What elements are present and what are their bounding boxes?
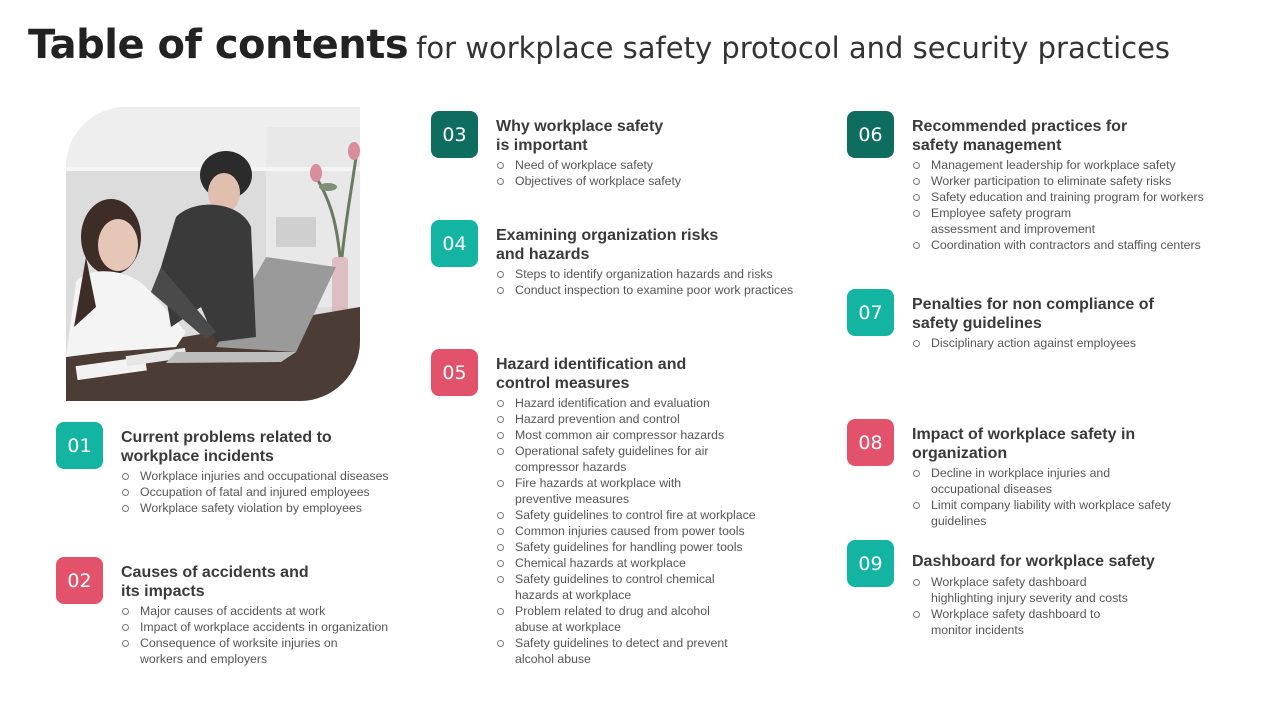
section-07[interactable] [847, 289, 1247, 359]
section-05[interactable] [431, 349, 831, 674]
list-item: Chemical hazards at workplace [496, 555, 756, 571]
section-01[interactable] [56, 422, 416, 532]
section-number-badge: 03 [431, 111, 478, 158]
section-number-badge: 08 [847, 419, 894, 466]
list-item: Most common air compressor hazards [496, 427, 756, 443]
list-item: Workplace safety dashboard highlighting injury severity and costs [912, 574, 1128, 606]
section-title [496, 226, 718, 264]
section-title-line: safety management [912, 137, 1062, 154]
list-item: Safety guidelines for handling power tools [496, 539, 756, 555]
section-item-list [912, 335, 1136, 351]
section-title [912, 295, 1154, 333]
section-item-list [121, 603, 388, 667]
section-title-line: Recommended practices for [912, 118, 1128, 135]
section-title-line: control measures [496, 375, 630, 392]
section-08[interactable] [847, 419, 1247, 534]
section-02[interactable] [56, 557, 416, 672]
list-item: Workplace safety violation by employees [121, 500, 389, 516]
section-number-badge: 07 [847, 289, 894, 336]
list-item: Decline in workplace injuries and occupational diseases [912, 465, 1171, 497]
list-item: Coordination with contractors and staffing centers [912, 237, 1204, 253]
section-09[interactable] [847, 540, 1247, 640]
section-item-list [912, 574, 1128, 638]
list-item: Problem related to drug and alcohol abuse at workplace [496, 603, 756, 635]
section-number-badge: 05 [431, 349, 478, 396]
section-title-line: Examining organization risks [496, 227, 719, 244]
list-item: Safety guidelines to detect and prevent alcohol abuse [496, 635, 756, 667]
list-item: Disciplinary action against employees [912, 335, 1136, 351]
list-item: Steps to identify organization hazards and risks [496, 266, 793, 282]
list-item: Common injuries caused from power tools [496, 523, 756, 539]
section-title-line: organization [912, 445, 1008, 462]
office-photo [66, 107, 360, 401]
section-title-line: Current problems related to [121, 429, 332, 446]
section-number-badge: 01 [56, 422, 103, 469]
section-title-line: Impact of workplace safety in [912, 426, 1136, 443]
list-item: Hazard prevention and control [496, 411, 756, 427]
list-item: Occupation of fatal and injured employees [121, 484, 389, 500]
section-item-list [912, 465, 1171, 529]
section-title-line: Penalties for non compliance of [912, 296, 1154, 313]
section-number-badge: 06 [847, 111, 894, 158]
section-title [496, 355, 686, 393]
section-number-badge: 09 [847, 540, 894, 587]
section-title-line: workplace incidents [121, 448, 274, 465]
section-title-line: Dashboard for workplace safety [912, 553, 1155, 570]
section-number-badge: 04 [431, 220, 478, 267]
section-title [121, 428, 332, 466]
section-title [121, 563, 309, 601]
list-item: Workplace safety dashboard to monitor incidents [912, 606, 1128, 638]
section-title-line: Causes of accidents and [121, 564, 309, 581]
list-item: Safety guidelines to control chemical hazards at workplace [496, 571, 756, 603]
section-06[interactable] [847, 111, 1247, 261]
section-title-line: its impacts [121, 583, 205, 600]
list-item: Consequence of worksite injuries on workers and employers [121, 635, 388, 667]
list-item: Need of workplace safety [496, 157, 681, 173]
list-item: Employee safety program assessment and improvement [912, 205, 1204, 237]
section-title [496, 117, 663, 155]
section-04[interactable] [431, 220, 831, 305]
list-item: Safety guidelines to control fire at workplace [496, 507, 756, 523]
title-rest: for workplace safety protocol and security practices [416, 31, 1171, 65]
list-item: Major causes of accidents at work [121, 603, 388, 619]
list-item: Fire hazards at workplace with preventive measures [496, 475, 756, 507]
section-title [912, 117, 1127, 155]
list-item: Conduct inspection to examine poor work practices [496, 282, 793, 298]
section-title [912, 552, 1155, 571]
section-03[interactable] [431, 111, 811, 196]
list-item: Hazard identification and evaluation [496, 395, 756, 411]
section-title-line: and hazards [496, 246, 590, 263]
section-item-list [121, 468, 389, 516]
list-item: Objectives of workplace safety [496, 173, 681, 189]
list-item: Management leadership for workplace safety [912, 157, 1204, 173]
section-item-list [496, 266, 793, 298]
list-item: Workplace injuries and occupational diseases [121, 468, 389, 484]
list-item: Worker participation to eliminate safety risks [912, 173, 1204, 189]
list-item: Operational safety guidelines for air compressor hazards [496, 443, 756, 475]
title-bold: Table of contents [28, 22, 409, 68]
office-photo-illustration [66, 107, 360, 401]
list-item: Safety education and training program for workers [912, 189, 1204, 205]
section-title-line: is important [496, 137, 588, 154]
page-title [28, 22, 1170, 68]
section-title [912, 425, 1135, 463]
list-item: Limit company liability with workplace safety guidelines [912, 497, 1171, 529]
section-item-list [912, 157, 1204, 253]
section-item-list [496, 395, 756, 667]
section-item-list [496, 157, 681, 189]
section-title-line: safety guidelines [912, 315, 1042, 332]
section-title-line: Why workplace safety [496, 118, 664, 135]
section-number-badge: 02 [56, 557, 103, 604]
list-item: Impact of workplace accidents in organization [121, 619, 388, 635]
section-title-line: Hazard identification and [496, 356, 687, 373]
